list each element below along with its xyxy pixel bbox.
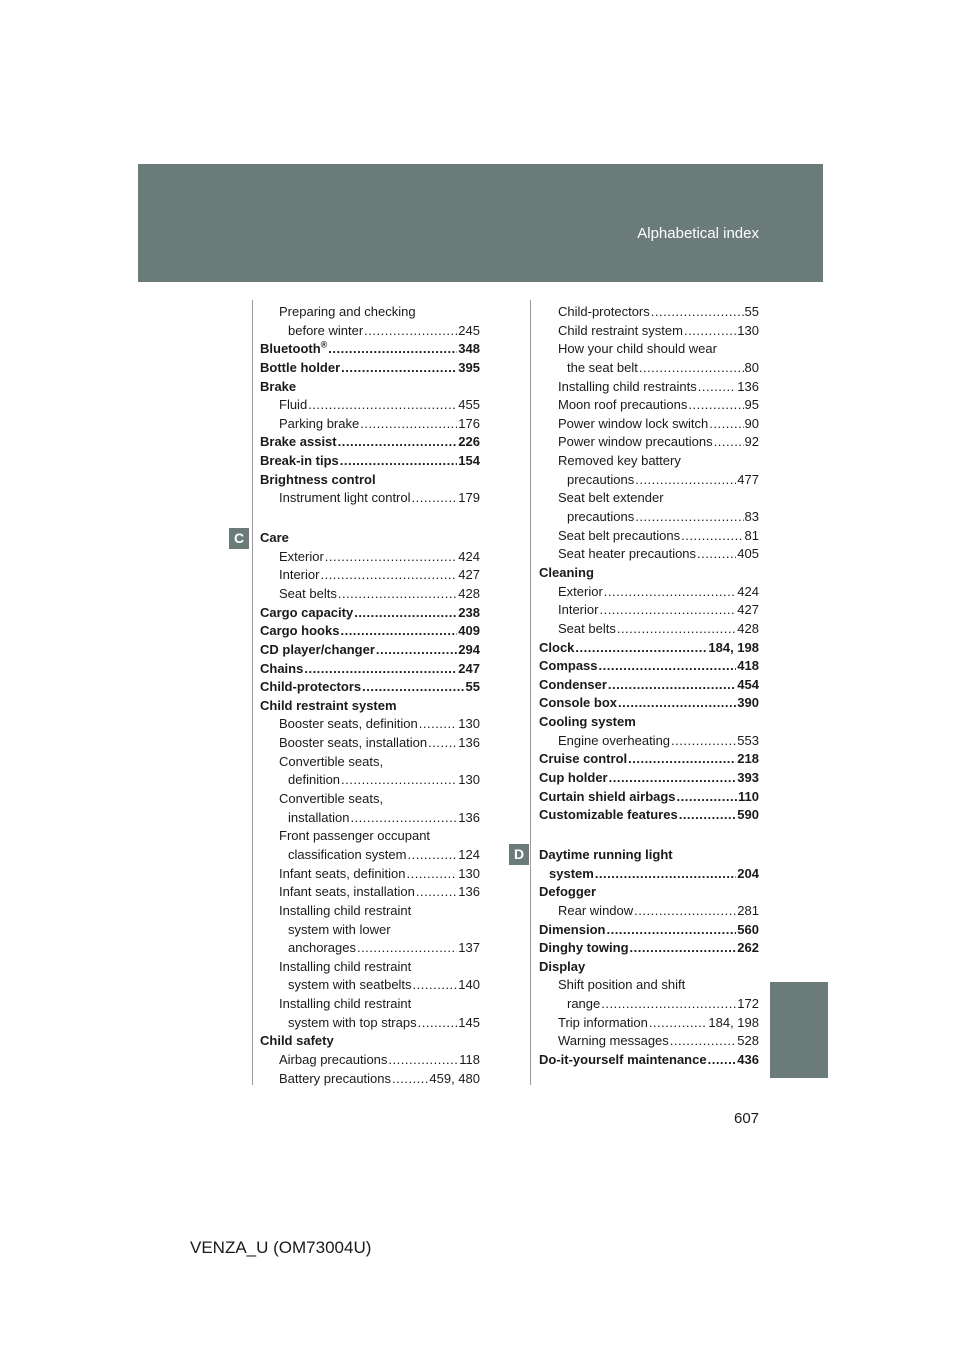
entry-page-ref[interactable]: 226: [458, 434, 480, 450]
dot-leader: [651, 303, 744, 322]
index-entry: [539, 939, 759, 958]
entry-page-ref[interactable]: 428: [458, 585, 480, 601]
dot-leader: [340, 622, 457, 641]
index-entry: [260, 771, 480, 790]
index-entry: [260, 865, 480, 884]
entry-page-ref[interactable]: 390: [737, 695, 759, 711]
entry-page-ref[interactable]: 262: [737, 940, 759, 956]
dot-leader: [360, 415, 457, 434]
index-entry: [260, 697, 480, 716]
entry-page-ref[interactable]: 427: [458, 567, 480, 583]
index-entry: [260, 548, 480, 567]
entry-term: Infant seats, definition: [279, 865, 406, 881]
entry-term: Curtain shield airbags: [539, 788, 676, 804]
entry-page-ref[interactable]: 590: [737, 807, 759, 823]
entry-page-ref[interactable]: 395: [458, 359, 480, 375]
index-entry: [539, 750, 759, 769]
dot-leader: [364, 322, 457, 341]
entry-page-ref[interactable]: 427: [737, 602, 759, 618]
dot-leader: [419, 715, 458, 734]
entry-page-ref[interactable]: 436: [737, 1051, 759, 1067]
entry-page-ref[interactable]: 136: [458, 884, 480, 900]
index-entry: [539, 471, 759, 490]
index-entry: [260, 508, 480, 529]
index-entry: [539, 846, 759, 865]
index-entry: [260, 303, 480, 322]
index-entry: [539, 489, 759, 508]
entry-term: Seat belts: [558, 620, 616, 636]
entry-term: Front passenger occupant: [279, 828, 431, 844]
entry-page-ref[interactable]: 55: [465, 679, 480, 695]
index-entry: [539, 545, 759, 564]
entry-term: Customizable features: [539, 807, 678, 823]
dot-leader: [357, 939, 457, 958]
dot-leader: [428, 734, 457, 753]
entry-term: system with lower: [288, 921, 391, 937]
entry-term: before winter: [288, 322, 364, 338]
entry-term: Cargo hooks: [260, 623, 340, 639]
index-entry: [539, 1014, 759, 1033]
dot-leader: [350, 809, 457, 828]
index-entry: [260, 641, 480, 660]
entry-term: Interior: [558, 602, 599, 618]
entry-page-ref[interactable]: 145: [458, 1014, 480, 1030]
entry-term: Installing child restraints: [558, 378, 697, 394]
entry-term: Seat belts: [279, 585, 337, 601]
entry-term: Removed key battery: [558, 453, 681, 469]
entry-term: Exterior: [558, 583, 603, 599]
entry-page-ref[interactable]: 294: [458, 641, 480, 657]
entry-page-ref[interactable]: 218: [737, 751, 759, 767]
entry-term: Moon roof precautions: [558, 397, 688, 413]
entry-term: Preparing and checking: [279, 304, 416, 319]
index-entry: [260, 471, 480, 490]
entry-page-ref[interactable]: 110: [738, 788, 759, 804]
entry-term: Brake assist: [260, 434, 337, 450]
dot-leader: [681, 527, 743, 546]
entry-page-ref[interactable]: 118: [459, 1051, 480, 1067]
dot-leader: [708, 1051, 737, 1070]
index-entry: [539, 564, 759, 583]
document-code: VENZA_U (OM73004U): [190, 1238, 372, 1257]
entry-page-ref[interactable]: 90: [744, 415, 759, 431]
dot-leader: [320, 566, 457, 585]
index-entry: [260, 340, 480, 359]
entry-term: Cleaning: [539, 564, 594, 580]
entry-term: Airbag precautions: [279, 1051, 388, 1067]
dot-leader: [416, 883, 457, 902]
index-entry: [539, 976, 759, 995]
dot-leader: [418, 1014, 458, 1033]
index-entry: [260, 529, 480, 548]
dot-leader: [684, 322, 736, 341]
dot-leader: [697, 545, 736, 564]
entry-term: Bottle holder: [260, 359, 341, 375]
dot-leader: [413, 976, 458, 995]
index-entry: [539, 657, 759, 676]
entry-page-ref[interactable]: 136: [458, 809, 480, 825]
dot-leader: [714, 433, 744, 452]
dot-leader: [677, 788, 737, 807]
index-entry: [539, 676, 759, 695]
entry-page-ref[interactable]: 553: [737, 732, 759, 748]
index-entry: [539, 396, 759, 415]
index-entry: [539, 788, 759, 807]
entry-page-ref[interactable]: 204: [737, 865, 759, 881]
entry-page-ref[interactable]: 124: [458, 846, 480, 862]
entry-term: Child restraint system: [260, 697, 397, 713]
chapter-side-tab: [770, 982, 828, 1078]
dot-leader: [649, 1014, 708, 1033]
index-entry: [539, 583, 759, 602]
dot-leader: [338, 585, 457, 604]
dot-leader: [340, 452, 458, 471]
dot-leader: [698, 378, 737, 397]
entry-term: Child restraint system: [558, 322, 683, 338]
index-entry: [539, 825, 759, 846]
index-entry: [260, 1014, 480, 1033]
index-entry: [260, 452, 480, 471]
index-column-right: [539, 303, 759, 1070]
dot-leader: [608, 676, 736, 695]
dot-leader: [575, 639, 707, 658]
entry-term: Dinghy towing: [539, 940, 629, 956]
index-entry: [260, 415, 480, 434]
index-entry: [260, 489, 480, 508]
index-entry: [539, 527, 759, 546]
index-entry: [260, 585, 480, 604]
entry-term: Parking brake: [279, 415, 360, 431]
entry-term: Compass: [539, 658, 598, 674]
dot-leader: [709, 415, 743, 434]
letter-tab-d: D: [509, 844, 529, 865]
entry-page-ref[interactable]: 140: [458, 977, 480, 993]
index-entry: [539, 601, 759, 620]
index-entry: [260, 958, 480, 977]
entry-term: classification system: [288, 846, 407, 862]
entry-term: Interior: [279, 567, 320, 583]
index-entry: [539, 378, 759, 397]
entry-term: Cargo capacity: [260, 604, 354, 620]
dot-leader: [628, 750, 736, 769]
column-divider-left: [252, 300, 253, 1085]
entry-term: Shift position and shift: [558, 977, 686, 993]
index-entry: [260, 660, 480, 679]
entry-term: Power window precautions: [558, 434, 713, 450]
entry-term: Break-in tips: [260, 453, 339, 469]
index-entry: [539, 452, 759, 471]
index-entry: [260, 827, 480, 846]
entry-term: the seat belt: [567, 359, 638, 375]
index-entry: [539, 995, 759, 1014]
entry-page-ref[interactable]: 409: [458, 623, 480, 639]
dot-leader: [635, 471, 736, 490]
entry-term: installation: [288, 809, 350, 825]
entry-page-ref[interactable]: 95: [744, 397, 759, 413]
index-entry: [260, 734, 480, 753]
entry-term: precautions: [567, 509, 635, 525]
entry-term: Child safety: [260, 1033, 334, 1049]
entry-term: Seat belt extender: [558, 490, 664, 506]
entry-page-ref[interactable]: 184, 198: [708, 1014, 759, 1030]
entry-page-ref[interactable]: 172: [737, 996, 759, 1012]
index-column-left: [260, 303, 480, 1088]
dot-leader: [599, 657, 737, 676]
entry-page-ref[interactable]: 405: [737, 546, 759, 562]
index-entry: [260, 715, 480, 734]
entry-page-ref[interactable]: 424: [458, 548, 480, 564]
entry-page-ref[interactable]: 154: [458, 453, 480, 469]
entry-page-ref[interactable]: 130: [458, 865, 480, 881]
dot-leader: [412, 489, 458, 508]
entry-term: Cooling system: [539, 714, 636, 730]
entry-term: Child-protectors: [558, 304, 650, 319]
entry-term: Engine overheating: [558, 732, 671, 748]
dot-leader: [388, 1051, 458, 1070]
entry-page-ref[interactable]: 459, 480: [429, 1070, 480, 1086]
entry-term: How your child should wear: [558, 341, 717, 357]
entry-page-ref[interactable]: 92: [744, 434, 759, 450]
dot-leader: [354, 604, 457, 623]
entry-page-ref[interactable]: 55: [744, 304, 759, 319]
entry-page-ref[interactable]: 455: [458, 397, 480, 413]
entry-term: Cruise control: [539, 751, 628, 767]
index-entry: [260, 566, 480, 585]
entry-term: Daytime running light: [539, 846, 673, 862]
entry-term: Defogger: [539, 884, 597, 900]
dot-leader: [635, 508, 743, 527]
entry-page-ref[interactable]: 130: [458, 716, 480, 732]
index-entry: [260, 790, 480, 809]
dot-leader: [407, 846, 457, 865]
entry-term: Do-it-yourself maintenance: [539, 1051, 707, 1067]
index-entry: [539, 769, 759, 788]
dot-leader: [325, 548, 458, 567]
dot-leader: [670, 1032, 737, 1051]
dot-leader: [341, 771, 457, 790]
index-entry: [539, 415, 759, 434]
index-entry: [539, 713, 759, 732]
index-entry: [539, 359, 759, 378]
index-entry: [260, 678, 480, 697]
index-entry: [260, 1032, 480, 1051]
dot-leader: [392, 1070, 428, 1089]
index-entry: [260, 995, 480, 1014]
index-entry: [260, 883, 480, 902]
entry-term: system: [549, 865, 594, 881]
entry-page-ref[interactable]: 130: [737, 322, 759, 338]
entry-page-ref[interactable]: 247: [458, 660, 480, 676]
index-entry: [260, 846, 480, 865]
dot-leader: [304, 660, 457, 679]
entry-term: CD player/changer: [260, 641, 375, 657]
entry-term: Convertible seats,: [279, 791, 384, 807]
entry-term: Care: [260, 530, 289, 546]
index-entry: [260, 902, 480, 921]
index-entry: [260, 433, 480, 452]
dot-leader: [328, 340, 457, 359]
index-entry: [260, 622, 480, 641]
entry-term: Power window lock switch: [558, 415, 709, 431]
entry-page-ref[interactable]: 454: [737, 676, 759, 692]
dot-leader: [639, 359, 744, 378]
index-entry: [539, 806, 759, 825]
entry-term: system with top straps: [288, 1014, 417, 1030]
entry-term: Infant seats, installation: [279, 884, 415, 900]
entry-term: system with seatbelts: [288, 977, 412, 993]
entry-term: Brake: [260, 378, 297, 394]
entry-term: Child-protectors: [260, 679, 362, 695]
header-band: [138, 164, 823, 282]
index-entry: [260, 809, 480, 828]
dot-leader: [599, 601, 736, 620]
entry-term: Condenser: [539, 676, 607, 692]
entry-page-ref[interactable]: 348: [458, 341, 480, 357]
dot-leader: [595, 865, 736, 884]
entry-term: Seat heater precautions: [558, 546, 697, 562]
entry-page-ref[interactable]: 428: [737, 620, 759, 636]
index-entry: [539, 340, 759, 359]
dot-leader: [679, 806, 737, 825]
entry-term: Dimension: [539, 921, 606, 937]
index-entry: [539, 322, 759, 341]
index-entry: [260, 604, 480, 623]
entry-term: Instrument light control: [279, 490, 411, 506]
index-entry: [539, 639, 759, 658]
index-entry: [539, 1051, 759, 1070]
entry-page-ref[interactable]: 81: [744, 527, 759, 543]
entry-term: Rear window: [558, 902, 634, 918]
dot-leader: [341, 359, 457, 378]
entry-term: Battery precautions: [279, 1070, 392, 1086]
dot-leader: [308, 396, 457, 415]
dot-leader: [601, 995, 736, 1014]
entry-term: Installing child restraint: [279, 996, 412, 1012]
entry-page-ref[interactable]: 80: [744, 359, 759, 375]
entry-term: Bluetooth®: [260, 339, 328, 357]
dot-leader: [376, 641, 457, 660]
index-entry: [260, 359, 480, 378]
section-title: Alphabetical index: [637, 225, 759, 242]
entry-page-ref[interactable]: 281: [737, 902, 759, 918]
entry-term: Warning messages: [558, 1033, 669, 1049]
index-entry: [260, 378, 480, 397]
index-entry: [539, 1032, 759, 1051]
entry-page-ref[interactable]: 130: [458, 772, 480, 788]
entry-term: Chains: [260, 660, 304, 676]
entry-term: Booster seats, definition: [279, 716, 418, 732]
index-entry: [260, 939, 480, 958]
dot-leader: [617, 620, 736, 639]
dot-leader: [634, 902, 736, 921]
entry-term: Convertible seats,: [279, 753, 384, 769]
dot-leader: [604, 583, 737, 602]
entry-term: Clock: [539, 639, 575, 655]
entry-term: Brightness control: [260, 471, 376, 487]
index-entry: [539, 303, 759, 322]
dot-leader: [406, 865, 457, 884]
entry-page-ref[interactable]: 179: [458, 490, 480, 506]
index-entry: [539, 865, 759, 884]
index-entry: [539, 902, 759, 921]
dot-leader: [688, 396, 743, 415]
index-entry: [260, 753, 480, 772]
entry-term: Fluid: [279, 397, 308, 413]
page-number: 607: [734, 1110, 760, 1127]
index-entry: [260, 322, 480, 341]
dot-leader: [618, 694, 736, 713]
entry-term: range: [567, 996, 601, 1012]
entry-page-ref[interactable]: 528: [737, 1033, 759, 1049]
entry-page-ref[interactable]: 477: [737, 471, 759, 487]
entry-term: definition: [288, 772, 341, 788]
index-entry: [260, 1051, 480, 1070]
entry-term: Trip information: [558, 1014, 648, 1030]
index-entry: [539, 694, 759, 713]
index-entry: [539, 508, 759, 527]
entry-term: Display: [539, 958, 586, 974]
letter-tab-c: C: [229, 528, 249, 549]
entry-term: Booster seats, installation: [279, 735, 428, 751]
dot-leader: [362, 678, 464, 697]
index-entry: [260, 396, 480, 415]
entry-page-ref[interactable]: 136: [737, 378, 759, 394]
entry-page-ref[interactable]: 83: [744, 509, 759, 525]
entry-term: Console box: [539, 695, 618, 711]
index-entry: [260, 921, 480, 940]
index-entry: [539, 620, 759, 639]
entry-page-ref[interactable]: 560: [737, 921, 759, 937]
entry-term: precautions: [567, 471, 635, 487]
entry-page-ref[interactable]: 137: [458, 940, 480, 956]
index-entry: [539, 958, 759, 977]
index-entry: [539, 732, 759, 751]
column-divider-middle: [530, 300, 531, 1085]
entry-page-ref[interactable]: 184, 198: [708, 639, 759, 655]
index-entry: [539, 433, 759, 452]
index-entry: [539, 921, 759, 940]
entry-page-ref[interactable]: 245: [458, 322, 480, 338]
dot-leader: [609, 769, 737, 788]
entry-page-ref[interactable]: 418: [737, 658, 759, 674]
entry-term: Installing child restraint: [279, 902, 412, 918]
entry-page-ref[interactable]: 424: [737, 583, 759, 599]
index-entry: [260, 1070, 480, 1089]
entry-term: anchorages: [288, 940, 356, 956]
entry-term: Installing child restraint: [279, 958, 412, 974]
dot-leader: [606, 921, 736, 940]
entry-page-ref[interactable]: 393: [737, 770, 759, 786]
entry-page-ref[interactable]: 238: [458, 604, 480, 620]
dot-leader: [630, 939, 737, 958]
entry-page-ref[interactable]: 176: [458, 415, 480, 431]
dot-leader: [671, 732, 736, 751]
entry-term: Exterior: [279, 548, 324, 564]
entry-term: Cup holder: [539, 770, 608, 786]
index-entry: [539, 883, 759, 902]
dot-leader: [338, 433, 458, 452]
index-entry: [260, 976, 480, 995]
entry-term: Seat belt precautions: [558, 527, 681, 543]
entry-page-ref[interactable]: 136: [458, 735, 480, 751]
